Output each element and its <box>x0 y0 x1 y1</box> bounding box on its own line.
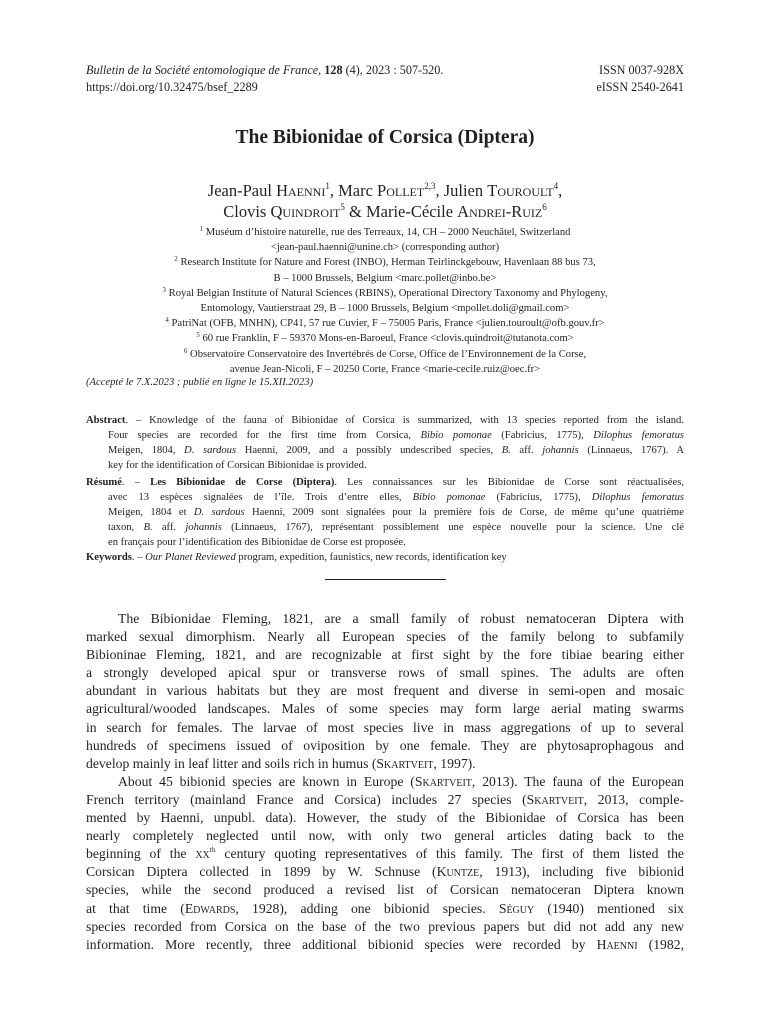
body-line <box>86 863 684 881</box>
affiliation-number: 5 <box>196 331 200 340</box>
species-name: Bibio pomonae <box>420 429 492 441</box>
affiliation-line: avenue Jean-Nicoli, F – 20250 Corte, France <marie-cecile.ruiz@oec.fr> <box>229 363 541 375</box>
body-line <box>86 791 684 809</box>
article-page <box>86 0 684 1024</box>
author-separator: , <box>329 181 339 200</box>
body-line: in search for females. The larvae of most species live in mass aggregations of up to several <box>86 719 684 735</box>
abstract-text: (Linnaeus, 1767). A <box>578 444 684 456</box>
affiliation-number: 4 <box>165 316 169 325</box>
affiliation-number: 1 <box>199 225 204 233</box>
affiliation-line: B – 1000 Brussels, Belgium <marc.pollet@inbo.be> <box>273 272 497 284</box>
affiliation-text: Muséum d’histoire naturelle, rue des Terreaux, 14, CH – 2000 Neuchâtel, Switzerland <box>203 227 571 238</box>
authors-line-1 <box>86 180 684 201</box>
abstract-text: (Fabricius, 1775), <box>491 429 594 441</box>
keywords <box>86 551 684 566</box>
resume-text: Haenni, 2009 sont signalées pour la première fois de Corse, de même qu’une quatrième <box>244 506 684 518</box>
author-separator: & <box>344 202 366 221</box>
authors-line-2 <box>86 201 684 222</box>
abstract <box>86 414 684 474</box>
resume <box>86 476 684 551</box>
author-first-name: Clovis <box>223 202 271 221</box>
affiliation-line <box>86 225 684 240</box>
body-line <box>86 755 684 773</box>
author-last-name: Quindroit <box>270 202 341 221</box>
citation-author: Séguy <box>498 900 535 916</box>
body-text-run: Corsican Diptera collected in 1899 by W. Schnuse ( <box>86 864 437 880</box>
author-affiliation-number: 1 <box>325 181 330 191</box>
keywords-label: Keywords <box>86 552 132 563</box>
affiliation-text: 60 rue Franklin, F – 59370 Mons-en-Baroeul, France <clovis.quindroit@tutanota.com> <box>199 333 574 345</box>
keywords-line <box>86 551 684 566</box>
citation-author: Kuntze <box>436 864 480 880</box>
body-text <box>86 610 684 954</box>
article-title: The Bibionidae of Corsica (Diptera) <box>235 127 535 148</box>
program-name: Our Planet Reviewed <box>145 552 236 563</box>
body-line <box>86 845 684 863</box>
affiliations <box>86 225 684 377</box>
affiliation-line <box>86 316 684 331</box>
author-separator: , <box>435 181 444 200</box>
resume-text: (Linnaeus, 1767), représentant possiblement une espèce nouvelle pour la science. Une clé <box>221 521 684 533</box>
author-first-name: Julien <box>443 181 488 200</box>
affiliation-text: Observatoire Conservatoire des Invertébrés de Corse, Office de l’Environnement de la Corse, <box>187 348 587 360</box>
body-line: Bibioninae Fleming, 1821, and are recognizable at first sight by the fore tibiae bearing either <box>86 647 684 663</box>
body-text-run: , 1928), adding one bibionid species. <box>235 900 499 916</box>
abstract-text: aff. <box>510 444 543 456</box>
resume-text: (Fabricius, 1775), <box>485 491 592 503</box>
body-text-run: About 45 bibionid species are known in Europe ( <box>118 773 415 789</box>
abstract-text: Meigen, 1804, <box>108 444 185 456</box>
body-line <box>86 936 684 954</box>
affiliation-line: <jean-paul.haenni@unine.ch> (corresponding author) <box>270 242 500 254</box>
affiliation-number: 6 <box>183 346 188 355</box>
body-text-run: , 2013, comple- <box>583 791 684 807</box>
resume-text: Meigen, 1804 et <box>108 506 194 518</box>
resume-line: en français pour l’identification des Bibionidae de Corse est proposée. <box>108 536 406 548</box>
citation-author: Skartveit <box>376 755 434 771</box>
affiliation-line <box>86 331 684 346</box>
resume-text: aff. <box>152 521 186 533</box>
species-name: D. sardous <box>184 444 237 456</box>
eissn: eISSN 2540-2641 <box>596 80 684 94</box>
issn: ISSN 0037-928X <box>599 63 684 77</box>
body-line: The Bibionidae Fleming, 1821, are a small family of robust nematoceran Diptera with <box>118 611 684 626</box>
body-line: nearly completely neglected until now, with only two general articles dating back to the <box>86 828 684 844</box>
body-text-run: , 1997). <box>433 755 476 771</box>
body-line: mented by Haenni, unpubl. data). However, the study of the Bibionidae of Corsica has been <box>86 810 684 826</box>
body-text-run: beginning of the <box>86 846 196 862</box>
affiliation-line: Entomology, Vautierstraat 29, B – 1000 Brussels, Belgium <mpollet.doli@gmail.com> <box>200 303 570 315</box>
resume-title: Les Bibionidae de Corse (Diptera) <box>150 477 335 488</box>
affiliation-number: 3 <box>162 285 167 294</box>
abstract-line <box>86 429 684 444</box>
century-numeral: xx <box>195 846 210 862</box>
resume-line <box>86 521 684 536</box>
affiliation-line <box>86 286 684 301</box>
author-last-name: Pollet <box>377 181 425 200</box>
abstract-text: . – Knowledge of the fauna of Bibionidae of Corsica is summarized, with 13 species reported from the island. <box>125 415 684 426</box>
author-first-name: Marie-Cécile <box>365 202 458 221</box>
body-text-run: information. More recently, three additional bibionid species were recorded by <box>86 936 597 952</box>
citation-author: Skartveit <box>414 773 472 789</box>
body-line <box>86 900 684 918</box>
body-text-run: , 1913), including five bibionid <box>479 864 684 880</box>
abstract-line: key for the identification of Corsican Bibionidae is provided. <box>108 459 367 471</box>
body-text-run: develop mainly in leaf litter and soils rich in humus ( <box>86 755 377 771</box>
body-text-run: at that time ( <box>86 900 185 916</box>
affiliation-number: 2 <box>174 255 178 264</box>
author-separator: , <box>558 181 563 200</box>
affiliation-line <box>86 255 684 270</box>
journal-volume: 128 <box>324 63 343 77</box>
species-name: johannis <box>185 521 222 533</box>
author-first-name: Marc <box>338 181 378 200</box>
author-last-name: Touroult <box>487 181 554 200</box>
abstract-text: Four species are recorded for the first time from Corsica, <box>108 429 421 441</box>
species-name: B. <box>143 521 153 533</box>
abstract-text: Haenni, 2009, and a possibly undescribed species, <box>236 444 502 456</box>
author-affiliation-number: 5 <box>340 202 345 212</box>
author-affiliation-number: 2,3 <box>424 181 436 191</box>
body-text-run: (1940) mentioned six <box>534 900 684 916</box>
body-text-run: (1982, <box>637 936 685 952</box>
species-name: Dilophus femoratus <box>593 429 684 441</box>
abstract-label: Abstract <box>86 415 126 426</box>
author-last-name: Haenni <box>276 181 326 200</box>
body-line: a strongly developed apical spur or transverse rows of small spines. The adults are often <box>86 665 684 681</box>
species-name: johannis <box>542 444 579 456</box>
resume-line <box>86 506 684 521</box>
citation-author: Skartveit <box>526 791 584 807</box>
author-affiliation-number: 4 <box>553 181 559 191</box>
body-line: agricultural/wooded landscapes. Males of some species may form large aerial mating swarms <box>86 701 684 717</box>
body-line: species recorded from Corsica on the base of the two previous papers but did not add any new <box>86 918 684 934</box>
journal-name: Bulletin de la Société entomologique de France, <box>86 63 322 77</box>
body-text-run: , 2013). The fauna of the European <box>471 773 684 789</box>
doi-link[interactable]: https://doi.org/10.32475/bsef_2289 <box>86 80 258 94</box>
citation-author: Haenni <box>596 936 638 952</box>
species-name: Dilophus femoratus <box>591 491 685 503</box>
body-text-run: century quoting representatives of this family. The first of them listed the <box>215 846 684 862</box>
species-name: B. <box>501 444 511 456</box>
body-text-run: French territory (mainland France and Corsica) includes 27 species ( <box>86 791 527 807</box>
separator-rule <box>325 579 446 580</box>
ordinal-suffix: th <box>209 845 216 855</box>
author-last-name: Andrei-Ruiz <box>457 202 543 221</box>
keywords-text: . – <box>131 552 146 563</box>
affiliation-text: Royal Belgian Institute of Natural Sciences (RBINS), Operational Directory Taxonomy and Phylogeny, <box>166 287 608 299</box>
citation-author: Edwards <box>184 900 236 916</box>
resume-text: avec 13 espèces signalées de l’île. Trois d’entre elles, <box>108 491 413 503</box>
resume-label: Résumé <box>86 477 122 488</box>
author-affiliation-number: 6 <box>542 202 547 212</box>
affiliation-text: PatriNat (OFB, MNHN), CP41, 57 rue Cuvier, F – 75005 Paris, France <julien.touroult@ofb.gouv.fr> <box>168 318 605 330</box>
body-line: hundreds of specimens issued of oviposition by one female. They are phytosaprophagous and <box>86 737 684 753</box>
resume-text: . Les connaissances sur les Bibionidae de Corse sont réactualisées, <box>334 477 684 488</box>
resume-text: taxon, <box>108 521 144 533</box>
body-line <box>86 773 684 791</box>
abstract-line <box>86 444 684 459</box>
affiliation-line <box>86 347 684 362</box>
journal-issue-pages: (4), 2023 : 507-520. <box>342 63 444 77</box>
keywords-text: program, expedition, faunistics, new records, identification key <box>235 552 507 563</box>
affiliation-text: Research Institute for Nature and Forest (INBO), Herman Teirlinckgebouw, Havenlaan 88 bus 73, <box>177 257 596 269</box>
species-name: D. sardous <box>193 506 245 518</box>
body-line: species, while the second produced a revised list of Corsican nematoceran Diptera known <box>86 882 684 898</box>
author-first-name: Jean-Paul <box>207 181 277 200</box>
resume-line <box>86 491 684 506</box>
resume-text: . – <box>121 477 151 488</box>
body-line: marked sexual dimorphism. Nearly all European species of the family belong to subfamily <box>86 629 684 645</box>
body-line: abundant in various habitats but they are most frequent and diverse in semi-open and mosaic <box>86 683 684 699</box>
resume-line <box>86 476 684 491</box>
species-name: Bibio pomonae <box>412 491 486 503</box>
accepted-date: (Accepté le 7.X.2023 ; publié en ligne le 15.XII.2023) <box>86 377 314 388</box>
abstract-line <box>86 414 684 429</box>
